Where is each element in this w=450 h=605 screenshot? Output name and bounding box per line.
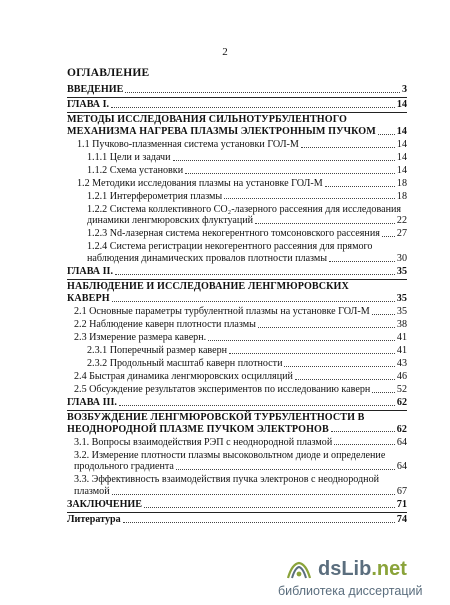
page-number: 2 bbox=[222, 46, 228, 58]
table-of-contents bbox=[67, 84, 407, 527]
toc-entry-2-3[interactable]: 2.3 Измерение размера каверн. 41 bbox=[74, 331, 407, 343]
toc-heading: ОГЛАВЛЕНИЕ bbox=[67, 67, 150, 79]
watermark bbox=[266, 558, 446, 602]
toc-entry-chapter-1-title[interactable]: МЕТОДЫ ИССЛЕДОВАНИЯ СИЛЬНОТУРБУЛЕНТНОГО МЕХАНИЗМА НАГРЕВА ПЛАЗМЫ ЭЛЕКТРОННЫМ ПУЧКОМ 14 bbox=[67, 113, 407, 137]
toc-entry-chapter-3[interactable]: ГЛАВА III. 62 bbox=[67, 397, 407, 411]
toc-entry-chapter-1[interactable]: ГЛАВА I. 14 bbox=[67, 99, 407, 113]
toc-entry-1-2-2[interactable]: 1.2.2 Система коллективного CO₂-лазерного рассеяния для исследования динамики ленгмюровских флуктуаций 22 bbox=[87, 203, 407, 227]
toc-entry-3-1[interactable]: 3.1. Вопросы взаимодействия РЭП с неоднородной плазмой 64 bbox=[74, 436, 407, 448]
toc-entry-chapter-2-title[interactable]: НАБЛЮДЕНИЕ И ИССЛЕДОВАНИЕ ЛЕНГМЮРОВСКИХ КАВЕРН 35 bbox=[67, 281, 407, 304]
toc-entry-1-1[interactable]: 1.1 Пучково-плазменная система установки ГОЛ-М 14 bbox=[77, 138, 407, 150]
toc-entry-2-2[interactable]: 2.2 Наблюдение каверн плотности плазмы 38 bbox=[74, 318, 407, 330]
toc-entry-2-1[interactable]: 2.1 Основные параметры турбулентной плазмы на установке ГОЛ-М 35 bbox=[74, 305, 407, 317]
toc-entry-references[interactable]: Литература 74 bbox=[67, 514, 407, 526]
toc-entry-1-2-3[interactable]: 1.2.3 Nd-лазерная система некогерентного томсоновского рассеяния 27 bbox=[87, 228, 407, 240]
toc-entry-1-2[interactable]: 1.2 Методики исследования плазмы на установке ГОЛ-М 18 bbox=[77, 177, 407, 189]
toc-entry-introduction[interactable]: ВВЕДЕНИЕ 3 bbox=[67, 84, 407, 98]
toc-entry-1-1-2[interactable]: 1.1.2 Схема установки 14 bbox=[87, 164, 407, 176]
toc-entry-1-2-4[interactable]: 1.2.4 Система регистрации некогерентного рассеяния для прямого наблюдения динамических провалов плотности плазмы 30 bbox=[87, 241, 407, 265]
toc-entry-chapter-3-title[interactable]: ВОЗБУЖДЕНИЕ ЛЕНГМЮРОВСКОЙ ТУРБУЛЕНТНОСТИ В НЕОДНОРОДНОЙ ПЛАЗМЕ ПУЧКОМ ЭЛЕКТРОНОВ 62 bbox=[67, 411, 407, 435]
toc-entry-chapter-2[interactable]: ГЛАВА II. 35 bbox=[67, 266, 407, 280]
watermark-logo-text: dsLib.net bbox=[318, 558, 407, 580]
toc-entry-conclusion[interactable]: ЗАКЛЮЧЕНИЕ 71 bbox=[67, 499, 407, 513]
watermark-subtitle: библиотека диссертаций bbox=[278, 584, 423, 598]
toc-entry-2-4[interactable]: 2.4 Быстрая динамика ленгмюровских осцилляций 46 bbox=[74, 370, 407, 382]
toc-entry-2-3-2[interactable]: 2.3.2 Продольный масштаб каверн плотности 43 bbox=[87, 357, 407, 369]
toc-entry-3-2[interactable]: 3.2. Измерение плотности плазмы высоковольтном диоде и определение продольного градиента 64 bbox=[74, 449, 407, 473]
toc-entry-1-1-1[interactable]: 1.1.1 Цели и задачи 14 bbox=[87, 151, 407, 163]
toc-entry-1-2-1[interactable]: 1.2.1 Интерферометрия плазмы 18 bbox=[87, 190, 407, 202]
dslib-logo-icon bbox=[286, 560, 312, 582]
toc-entry-3-3[interactable]: 3.3. Эффективность взаимодействия пучка электронов с неоднородной плазмой 67 bbox=[74, 474, 407, 498]
toc-entry-2-5[interactable]: 2.5 Обсуждение результатов экспериментов по исследованию каверн 52 bbox=[74, 383, 407, 395]
toc-entry-2-3-1[interactable]: 2.3.1 Поперечный размер каверн 41 bbox=[87, 344, 407, 356]
